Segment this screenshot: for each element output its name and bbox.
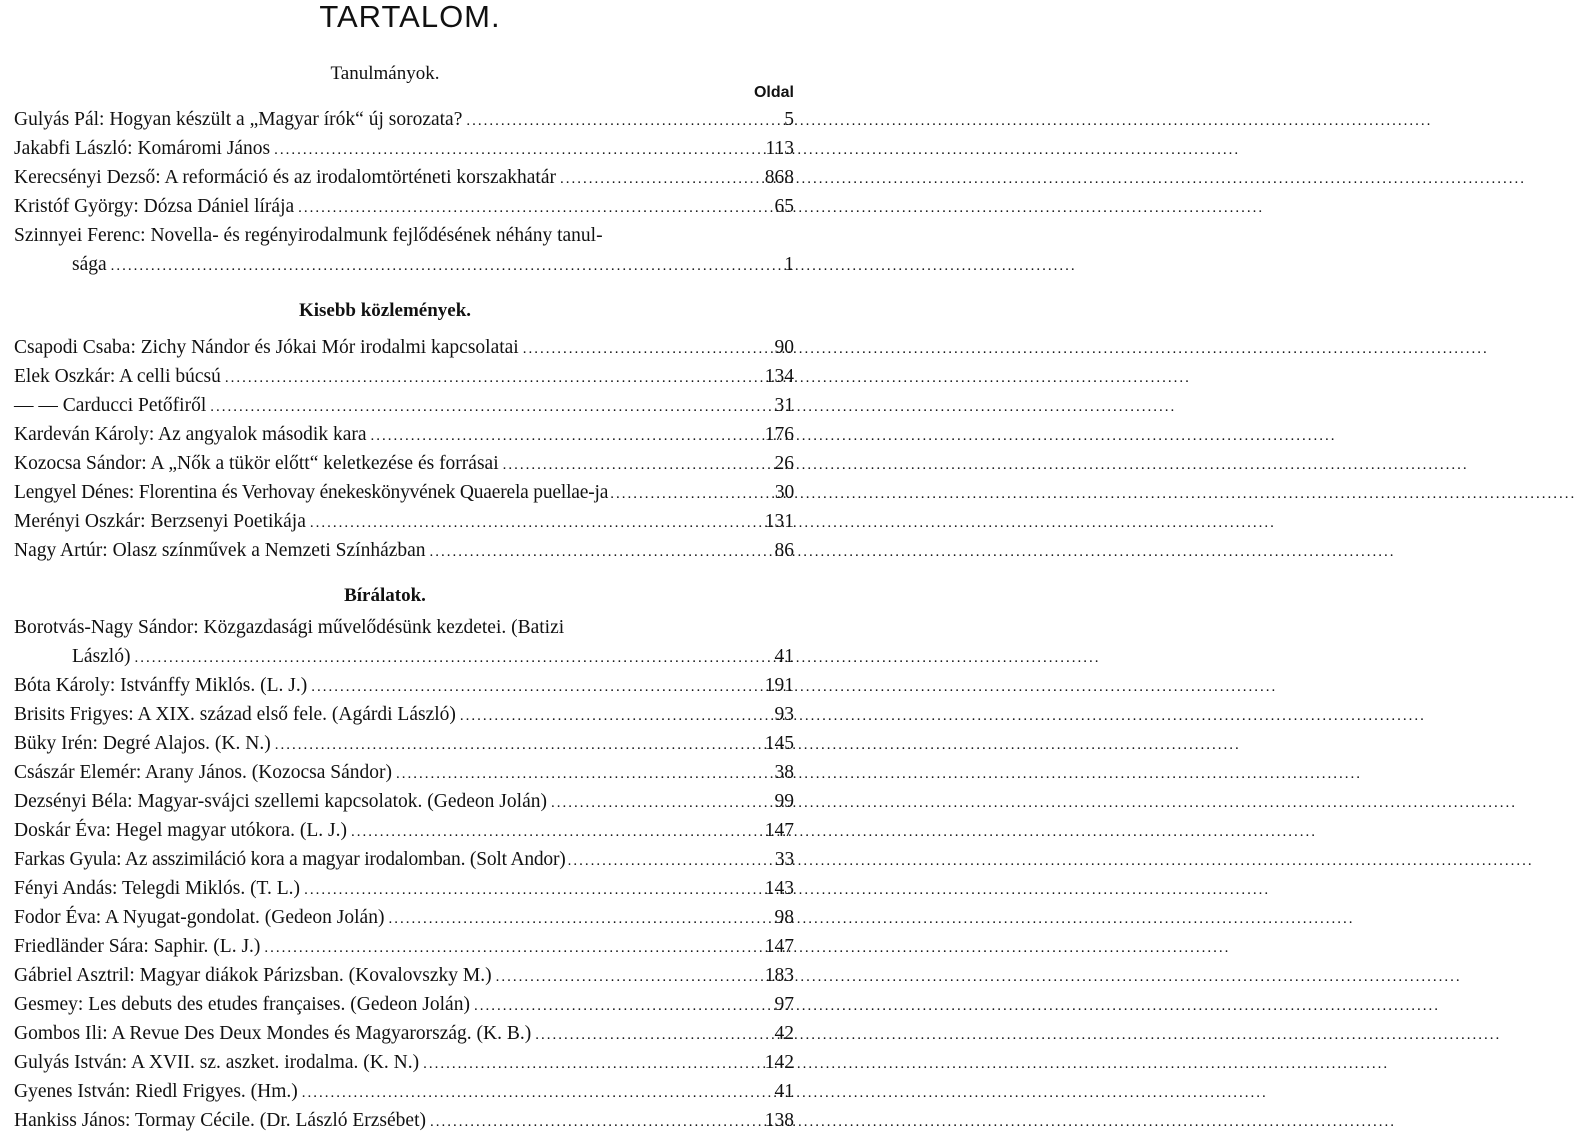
toc-entry <box>14 222 774 250</box>
entry-text: Szinnyei Ferenc: Novella- és regényirodalmunk fejlődésének néhány tanul- <box>14 225 603 246</box>
entry-text: Elek Oszkár: A celli búcsú <box>14 366 221 387</box>
leader-dots <box>474 992 768 1020</box>
entry-page: 41 <box>774 646 794 667</box>
entry-page: 191 <box>764 675 794 696</box>
entry-text: Csapodi Csaba: Zichy Nándor és Jókai Mór irodalmi kapcsolatai <box>14 337 519 358</box>
toc-entry <box>14 334 794 362</box>
toc-entry <box>14 106 794 134</box>
toc-entry <box>14 933 794 961</box>
entry-page: 147 <box>764 820 794 841</box>
entry-text: sága <box>72 254 107 275</box>
entry-text: Gábriel Asztril: Magyar diákok Párizsban. (Kovalovszky M.) <box>14 965 492 986</box>
leader-dots <box>388 905 768 933</box>
leader-dots <box>274 136 761 164</box>
entry-page: 147 <box>764 936 794 957</box>
toc-entry <box>14 991 794 1019</box>
toc-entry <box>14 672 794 700</box>
entry-page: 99 <box>774 791 794 812</box>
toc-entry <box>14 392 794 420</box>
entry-text: Jakabfi László: Komáromi János <box>14 138 271 159</box>
entry-page: 41 <box>774 1081 794 1102</box>
leader-dots <box>275 731 761 759</box>
entry-page: 65 <box>774 196 794 217</box>
toc-entry <box>14 450 794 478</box>
leader-dots <box>264 934 760 962</box>
toc-entry-continuation <box>72 643 794 671</box>
leader-dots <box>430 538 768 566</box>
toc-entry-continuation <box>72 251 794 279</box>
leader-dots <box>551 789 768 817</box>
entry-text: Kardeván Károly: Az angyalok második kara <box>14 424 367 445</box>
entry-text: Kerecsényi Dezső: A reformáció és az irodalomtörténeti korszakhatár <box>14 167 556 188</box>
leader-dots <box>466 107 768 135</box>
entry-page: 86 <box>774 540 794 561</box>
leader-dots <box>523 335 768 363</box>
leader-dots <box>496 963 761 991</box>
leader-dots <box>503 451 768 479</box>
entry-text: — — Carducci Petőfiről <box>14 395 207 416</box>
entry-page: 26 <box>774 453 794 474</box>
toc-entry <box>14 193 794 221</box>
leader-dots <box>111 252 768 280</box>
entry-text: Friedländer Sára: Saphir. (L. J.) <box>14 936 261 957</box>
leader-dots <box>560 165 761 193</box>
leader-dots <box>535 1021 768 1049</box>
entry-page: 38 <box>774 762 794 783</box>
entry-page: 142 <box>764 1052 794 1073</box>
entry-page: 1 <box>784 254 794 275</box>
entry-text: Büky Irén: Degré Alajos. (K. N.) <box>14 733 271 754</box>
section-heading-tanulmanyok: Tanulmányok. <box>330 63 440 84</box>
toc-entry <box>14 730 794 758</box>
entry-text: Kristóf György: Dózsa Dániel lírája <box>14 196 295 217</box>
entry-text: László) <box>72 646 131 667</box>
section-heading-kisebb-kozlemenyek: Kisebb közlemények. <box>298 300 472 321</box>
entry-page: 113 <box>765 138 794 159</box>
entry-page: 42 <box>774 1023 794 1044</box>
leader-dots <box>371 422 761 450</box>
entry-page: 176 <box>764 424 794 445</box>
section-heading-biralatok: Bírálatok. <box>344 585 426 606</box>
toc-entry <box>14 135 794 163</box>
entry-text: Doskár Éva: Hegel magyar utókora. (L. J.) <box>14 820 348 841</box>
leader-dots <box>423 1050 761 1078</box>
entry-text: Dezsényi Béla: Magyar-svájci szellemi kapcsolatok. (Gedeon Jolán) <box>14 791 547 812</box>
entry-text: Fényi Andás: Telegdi Miklós. (T. L.) <box>14 878 301 899</box>
entry-page: 30 <box>774 482 794 503</box>
entry-text: Gulyás István: A XVII. sz. aszket. irodalma. (K. N.) <box>14 1052 420 1073</box>
entry-page: 134 <box>764 366 794 387</box>
entry-page: 5 <box>784 109 794 130</box>
entry-page: 90 <box>774 337 794 358</box>
toc-entry <box>14 701 794 729</box>
entry-text: Hankiss János: Tormay Cécile. (Dr. László Erzsébet) <box>14 1110 426 1131</box>
toc-entry <box>14 537 794 565</box>
leader-dots <box>311 673 761 701</box>
entry-text: Brisits Frigyes: A XIX. század első fele. (Agárdi László) <box>14 704 456 725</box>
entry-page: 143 <box>764 878 794 899</box>
toc-entry <box>14 904 794 932</box>
toc-entry <box>14 875 794 903</box>
toc-entry <box>14 962 794 990</box>
entry-page: 98 <box>774 907 794 928</box>
entry-page: 145 <box>764 733 794 754</box>
entry-page: 97 <box>774 994 794 1015</box>
leader-dots <box>225 364 761 392</box>
page-title: TARTALOM. <box>319 0 501 34</box>
entry-text: Kozocsa Sándor: A „Nők a tükör előtt“ keletkezése és forrásai <box>14 453 499 474</box>
entry-text: Bóta Károly: Istvánffy Miklós. (L. J.) <box>14 675 308 696</box>
leader-dots <box>210 393 768 421</box>
entry-page: 33 <box>774 849 794 870</box>
leader-dots <box>298 194 768 222</box>
leader-dots <box>610 480 770 508</box>
leader-dots <box>302 1079 768 1107</box>
toc-entry <box>14 363 794 391</box>
entry-page: 93 <box>774 704 794 725</box>
toc-entry <box>14 421 794 449</box>
entry-page: 31 <box>774 395 794 416</box>
leader-dots <box>568 847 770 875</box>
entry-text: Gombos Ili: A Revue Des Deux Mondes és Magyarország. (K. B.) <box>14 1023 532 1044</box>
toc-entry <box>14 1020 794 1048</box>
entry-page: 138 <box>764 1110 794 1131</box>
entry-text: Lengyel Dénes: Florentina és Verhovay énekeskönyvének Quaerela puellae-ja <box>14 482 609 503</box>
toc-entry <box>14 1107 794 1135</box>
entry-text: Gesmey: Les debuts des etudes françaises. (Gedeon Jolán) <box>14 994 470 1015</box>
leader-dots <box>460 702 768 730</box>
toc-entry <box>14 1049 794 1077</box>
toc-entry <box>14 788 794 816</box>
leader-dots <box>430 1108 761 1136</box>
toc-entry <box>14 817 794 845</box>
toc-entry <box>14 479 794 507</box>
leader-dots <box>134 644 768 672</box>
page-column-header: Oldal <box>753 84 794 101</box>
toc-entry <box>14 614 774 642</box>
leader-dots <box>310 509 761 537</box>
toc-entry <box>14 508 794 536</box>
toc-entry <box>14 759 794 787</box>
toc-entry <box>14 164 794 192</box>
toc-entry <box>14 846 794 874</box>
leader-dots <box>351 818 761 846</box>
entry-page: 868 <box>764 167 794 188</box>
entry-text: Fodor Éva: A Nyugat-gondolat. (Gedeon Jolán) <box>14 907 385 928</box>
entry-text: Gyenes István: Riedl Frigyes. (Hm.) <box>14 1081 298 1102</box>
entry-page: 131 <box>764 511 794 532</box>
toc-entry <box>14 1078 794 1106</box>
leader-dots <box>304 876 761 904</box>
entry-text: Nagy Artúr: Olasz színművek a Nemzeti Színházban <box>14 540 426 561</box>
entry-text: Merényi Oszkár: Berzsenyi Poetikája <box>14 511 306 532</box>
entry-text: Császár Elemér: Arany János. (Kozocsa Sándor) <box>14 762 392 783</box>
entry-text: Gulyás Pál: Hogyan készült a „Magyar írók“ új sorozata? <box>14 109 463 130</box>
entry-text: Farkas Gyula: Az asszimiláció kora a magyar irodalomban. (Solt Andor) <box>14 849 566 870</box>
entry-text: Borotvás-Nagy Sándor: Közgazdasági művelődésünk kezdetei. (Batizi <box>14 617 565 638</box>
leader-dots <box>396 760 768 788</box>
entry-page: 183 <box>764 965 794 986</box>
